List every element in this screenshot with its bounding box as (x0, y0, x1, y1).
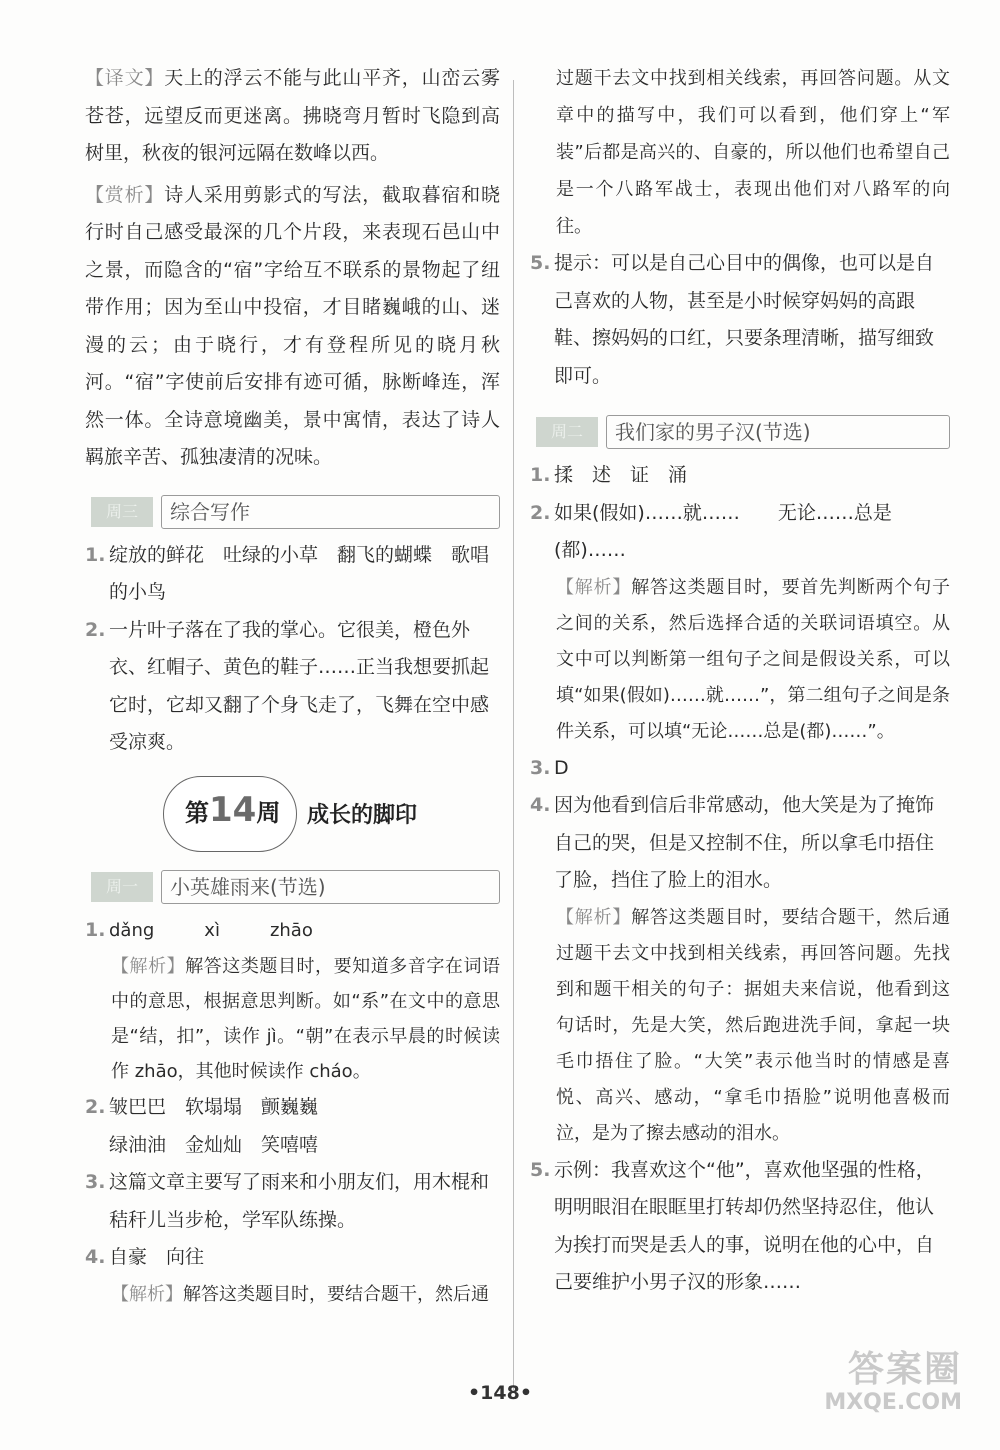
list-item (85, 612, 500, 762)
list-item (85, 537, 500, 612)
section-title: 小英雄雨来(节选) (161, 870, 500, 904)
pinyin-answer: dǎng (109, 919, 155, 941)
item-text: 因为他看到信后非常感动，他大笑是为了掩饰自己的哭，但是又控制不住，所以拿毛巾捂住了脸，挡住了脸上的泪水。 (554, 794, 935, 891)
week-number: 14 (209, 789, 257, 830)
week-label (185, 790, 280, 830)
section-title: 我们家的男子汉(节选) (606, 415, 950, 449)
item-text: 自豪 向往 (109, 1246, 205, 1268)
item-number: 5. (530, 1158, 551, 1181)
section-title: 综合写作 (161, 495, 500, 529)
section-tuesday (536, 415, 950, 449)
list-item (85, 1164, 500, 1239)
analysis-text: 解答这类题目时，要结合题干，然后通过题干去文中找到相关线索，再回答问题。先找到和题干相关的句子：据姐夫来信说，他看到这句话时，先是大笑，然后跑进洗手间，拿起一块毛巾捂住了脸。“大笑”表示他当时的情感是喜悦、高兴、感动，“拿毛巾捂脸”说明他喜极而泣，是为了擦去感动的泪水。 (556, 906, 951, 1144)
analysis-text: 解答这类题目时，要首先判断两个句子之间的关系，然后选择合适的关联词语填空。从文中可以判断第一组句子之间是假设关系，可以填“如果(假如)……就……”，第二组句子之间是条件关系，可以填“无论……总是(都)……”。 (556, 576, 951, 742)
analysis-paragraph (85, 1277, 500, 1312)
list-item (85, 1239, 500, 1277)
week-heading (85, 772, 500, 856)
week-title: 成长的脚印 (307, 802, 418, 828)
item-text: 一片叶子落在了我的掌心。它很美，橙色外衣、红帽子、黄色的鞋子……正当我想要抓起它时，它却又翻了个身飞走了，飞舞在空中感受凉爽。 (109, 618, 490, 753)
section-badge: 周三 (91, 497, 153, 527)
item-number: 2. (530, 501, 551, 524)
translation-text: 天上的浮云不能与此山平齐，山峦云雾苍苍，远望反而更迷离。拂晓弯月暂时飞隐到高树里，秋夜的银河远隔在数峰以西。 (85, 67, 500, 164)
analysis-tag: 【解析】 (556, 906, 632, 928)
section-wednesday (91, 495, 500, 529)
column-divider (513, 80, 514, 1390)
list-item (530, 750, 950, 788)
item-number: 2. (85, 618, 106, 641)
analysis-continued: 过题干去文中找到相关线索，再回答问题。从文章中的描写中，我们可以看到，他们穿上“军装”后都是高兴的、自豪的，所以他们也希望自己是一个八路军战士，表现出他们对八路军的向往。 (556, 68, 950, 237)
week-prefix: 第 (185, 798, 209, 827)
list-item (85, 1089, 500, 1127)
appreciation-text: 诗人采用剪影式的写法，截取暮宿和晓行时自己感受最深的几个片段，来表现石邑山中之景，而隐含的“宿”字给互不联系的景物起了纽带作用；因为至山中投宿，才目睹巍峨的山、迷漫的云；由于晓行，才有登程所见的晓月秋河。“宿”字使前后安排有迹可循，脉断峰连，浑然一体。全诗意境幽美，景中寓情，表达了诗人羁旅辛苦、孤独凄清的况味。 (85, 183, 500, 468)
item-number: 1. (530, 464, 551, 486)
item-text: 绿油油 金灿灿 笑嘻嘻 (109, 1133, 319, 1156)
analysis-text: 解答这类题目时，要结合题干，然后通 (183, 1283, 489, 1305)
section-badge: 周一 (91, 872, 153, 902)
analysis-tag: 【解析】 (556, 576, 632, 598)
watermark-logo (802, 1350, 962, 1420)
analysis-tag: 【解析】 (111, 956, 186, 977)
item-text: 揉 述 证 涌 (554, 464, 688, 486)
watermark-text: 答案圈 (847, 1349, 962, 1390)
list-item (85, 912, 500, 950)
appreciation-paragraph (85, 177, 500, 477)
item-text: 绽放的鲜花 吐绿的小草 翻飞的蝴蝶 歌唱的小鸟 (109, 543, 490, 603)
analysis-text: 解答这类题目时，要知道多音字在词语中的意思，根据意思判断。如“系”在文中的意思是“结，扣”，读作 jì。“朝”在表示早晨的时候读作 zhāo，其他时候读作 cháo。 (111, 956, 501, 1082)
item-number: 3. (530, 756, 551, 779)
analysis-tag: 【解析】 (111, 1283, 183, 1305)
page-number: •148• (468, 1382, 532, 1404)
translation-tag: 【译文】 (85, 67, 165, 89)
watermark-url: MXQE.COM (824, 1390, 962, 1415)
analysis-paragraph (85, 949, 500, 1089)
item-number: 5. (530, 252, 551, 274)
section-badge: 周二 (536, 417, 598, 447)
appreciation-tag: 【赏析】 (85, 183, 165, 206)
pinyin-answer: xì (204, 919, 220, 941)
right-column (530, 60, 950, 1302)
analysis-paragraph (530, 570, 950, 750)
section-monday (91, 870, 500, 904)
item-number: 1. (85, 918, 106, 941)
pinyin-answer: zhāo (269, 919, 313, 941)
list-item (530, 245, 950, 395)
list-item (85, 1127, 500, 1165)
item-number: 3. (85, 1171, 106, 1193)
list-item (530, 1152, 950, 1302)
translation-paragraph (85, 60, 500, 173)
item-number: 4. (85, 1246, 106, 1268)
item-text: 示例：我喜欢这个“他”，喜欢他坚强的性格，明明眼泪在眼眶里打转却仍然坚持忍住，他认为挨打而哭是丢人的事，说明在他的心中，自己要维护小男子汉的形象…… (554, 1158, 935, 1293)
item-text: 提示：可以是自己心目中的偶像，也可以是自己喜欢的人物，甚至是小时候穿妈妈的高跟鞋、擦妈妈的口红，只要条理清晰，描写细致即可。 (554, 252, 935, 387)
list-item (530, 495, 950, 570)
analysis-paragraph (530, 900, 950, 1152)
item-text: 这篇文章主要写了雨来和小朋友们，用木棍和秸秆儿当步枪，学军队练操。 (109, 1171, 490, 1231)
item-text: D (554, 756, 569, 779)
item-text: 皱巴巴 软塌塌 颤巍巍 (109, 1096, 319, 1118)
left-column (85, 60, 500, 1312)
list-item (530, 457, 950, 495)
item-number: 4. (530, 794, 551, 816)
list-item (530, 787, 950, 900)
week-suffix: 周 (256, 798, 281, 827)
item-text: 如果(假如)……就…… 无论……总是(都)…… (554, 501, 892, 561)
item-number: 2. (85, 1096, 106, 1118)
item-number: 1. (85, 543, 106, 566)
